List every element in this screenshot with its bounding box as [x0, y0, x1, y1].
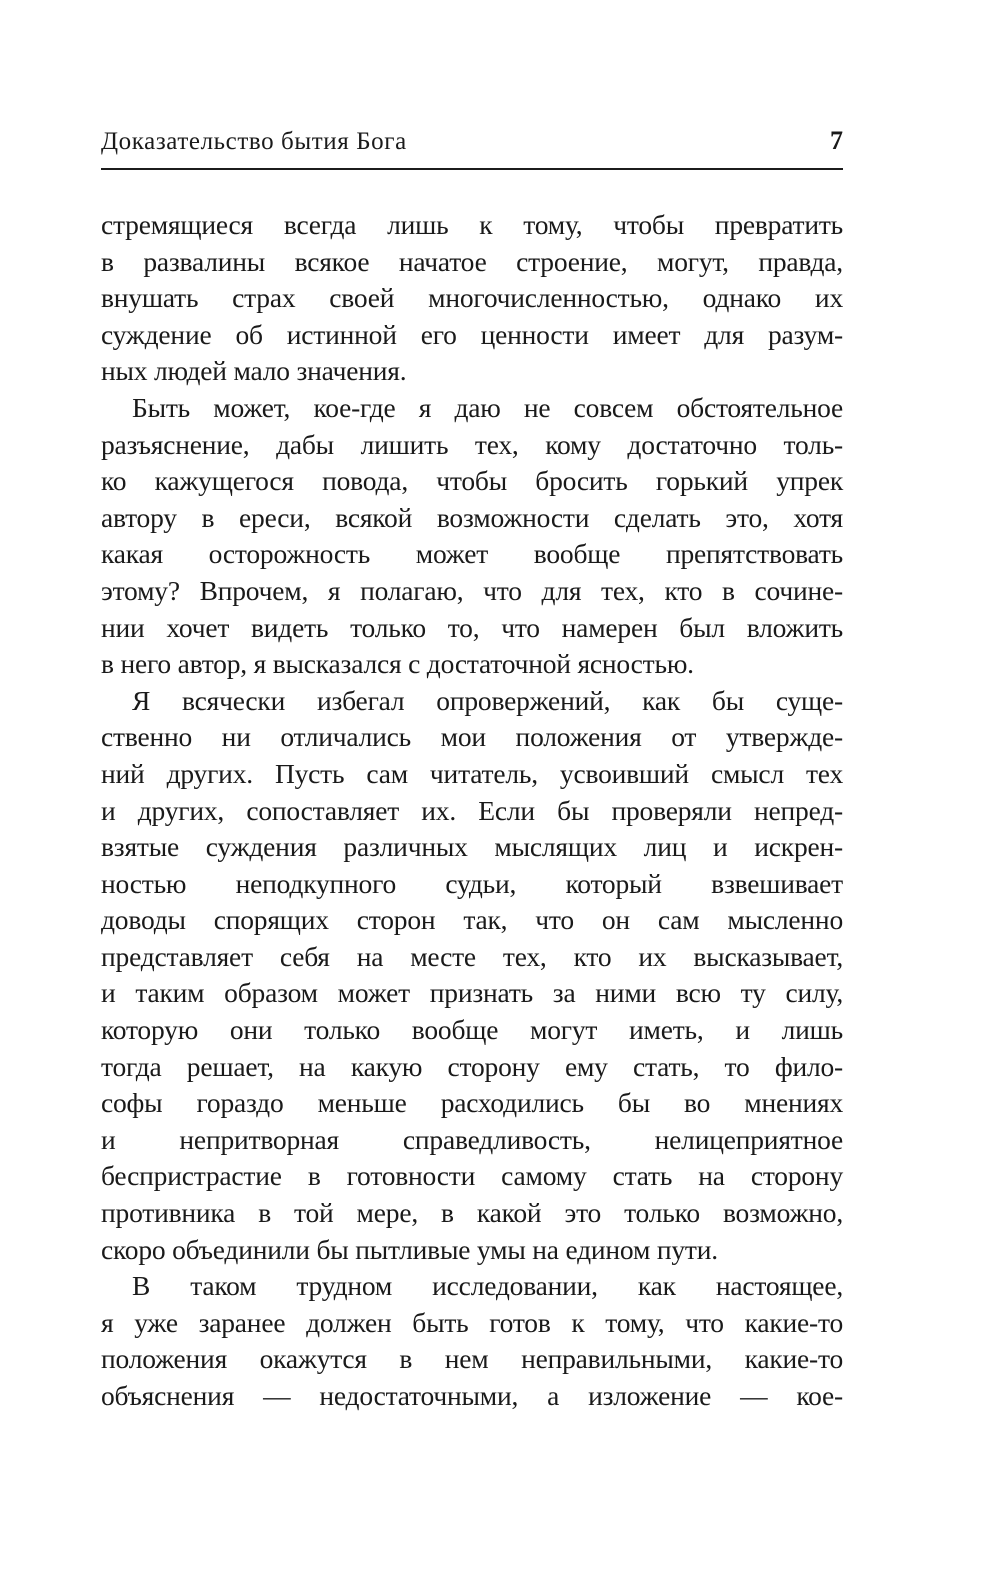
text-line: внушать страх своей многочисленностью, однако их — [101, 282, 843, 314]
text-line: ностью неподкупного судьи, который взвешивает — [101, 867, 843, 899]
text-line: положения окажутся в нем неправильными, какие-то — [101, 1343, 843, 1375]
text-line: этому? Впрочем, я полагаю, что для тех, кто в сочине- — [101, 574, 843, 606]
text-line: автору в ереси, всякой возможности сделать это, хотя — [101, 501, 843, 533]
page-header — [101, 126, 843, 157]
text-line: и других, сопоставляет их. Если бы проверяли непред- — [101, 794, 843, 826]
text-line: ко кажущегося повода, чтобы бросить горький упрек — [101, 465, 843, 497]
text-line: противника в той мере, в какой это только возможно, — [101, 1197, 843, 1229]
header-rule — [101, 168, 843, 170]
text-line: взятые суждения различных мыслящих лиц и искрен- — [101, 831, 843, 863]
text-line: скоро объединили бы пытливые умы на едином пути. — [101, 1233, 718, 1265]
running-title: Доказательство бытия Бога — [101, 128, 407, 155]
text-line: в него автор, я высказался с достаточной ясностью. — [101, 648, 694, 680]
text-line: тогда решает, на какую сторону ему стать, то фило- — [101, 1050, 843, 1082]
text-line: ных людей мало значения. — [101, 355, 407, 387]
text-line: беспристрастие в готовности самому стать на сторону — [101, 1160, 843, 1192]
text-line: представляет себя на месте тех, кто их высказывает, — [101, 940, 843, 972]
text-line: В таком трудном исследовании, как настоящее, — [132, 1270, 843, 1302]
text-line: ственно ни отличались мои положения от утвержде- — [101, 721, 843, 753]
text-line: суждение об истинной его ценности имеет для разум- — [101, 318, 843, 350]
page-body — [101, 207, 843, 1415]
text-line: и таким образом может признать за ними всю ту силу, — [101, 977, 843, 1009]
text-line: Быть может, кое-где я даю не совсем обстоятельное — [132, 391, 843, 423]
text-line: какая осторожность может вообще препятствовать — [101, 538, 843, 570]
page-number: 7 — [830, 126, 843, 155]
text-line: софы гораздо меньше расходились бы во мнениях — [101, 1087, 843, 1119]
text-line: доводы спорящих сторон так, что он сам мысленно — [101, 904, 843, 936]
text-line: в развалины всякое начатое строение, могут, правда, — [101, 245, 843, 277]
text-line: разъяснение, дабы лишить тех, кому достаточно толь- — [101, 428, 843, 460]
text-line: ний других. Пусть сам читатель, усвоивший смысл тех — [101, 757, 843, 789]
text-line: которую они только вообще могут иметь, и лишь — [101, 1014, 843, 1046]
text-line: объяснения — недостаточными, а изложение — кое- — [101, 1380, 843, 1411]
text-line: я уже заранее должен быть готов к тому, что какие-то — [101, 1306, 843, 1338]
text-line: и непритворная справедливость, нелицеприятное — [101, 1123, 843, 1155]
text-line: Я всячески избегал опровержений, как бы суще- — [132, 684, 843, 716]
text-line: стремящиеся всегда лишь к тому, чтобы превратить — [101, 209, 843, 240]
text-line: нии хочет видеть только то, что намерен был вложить — [101, 611, 843, 643]
